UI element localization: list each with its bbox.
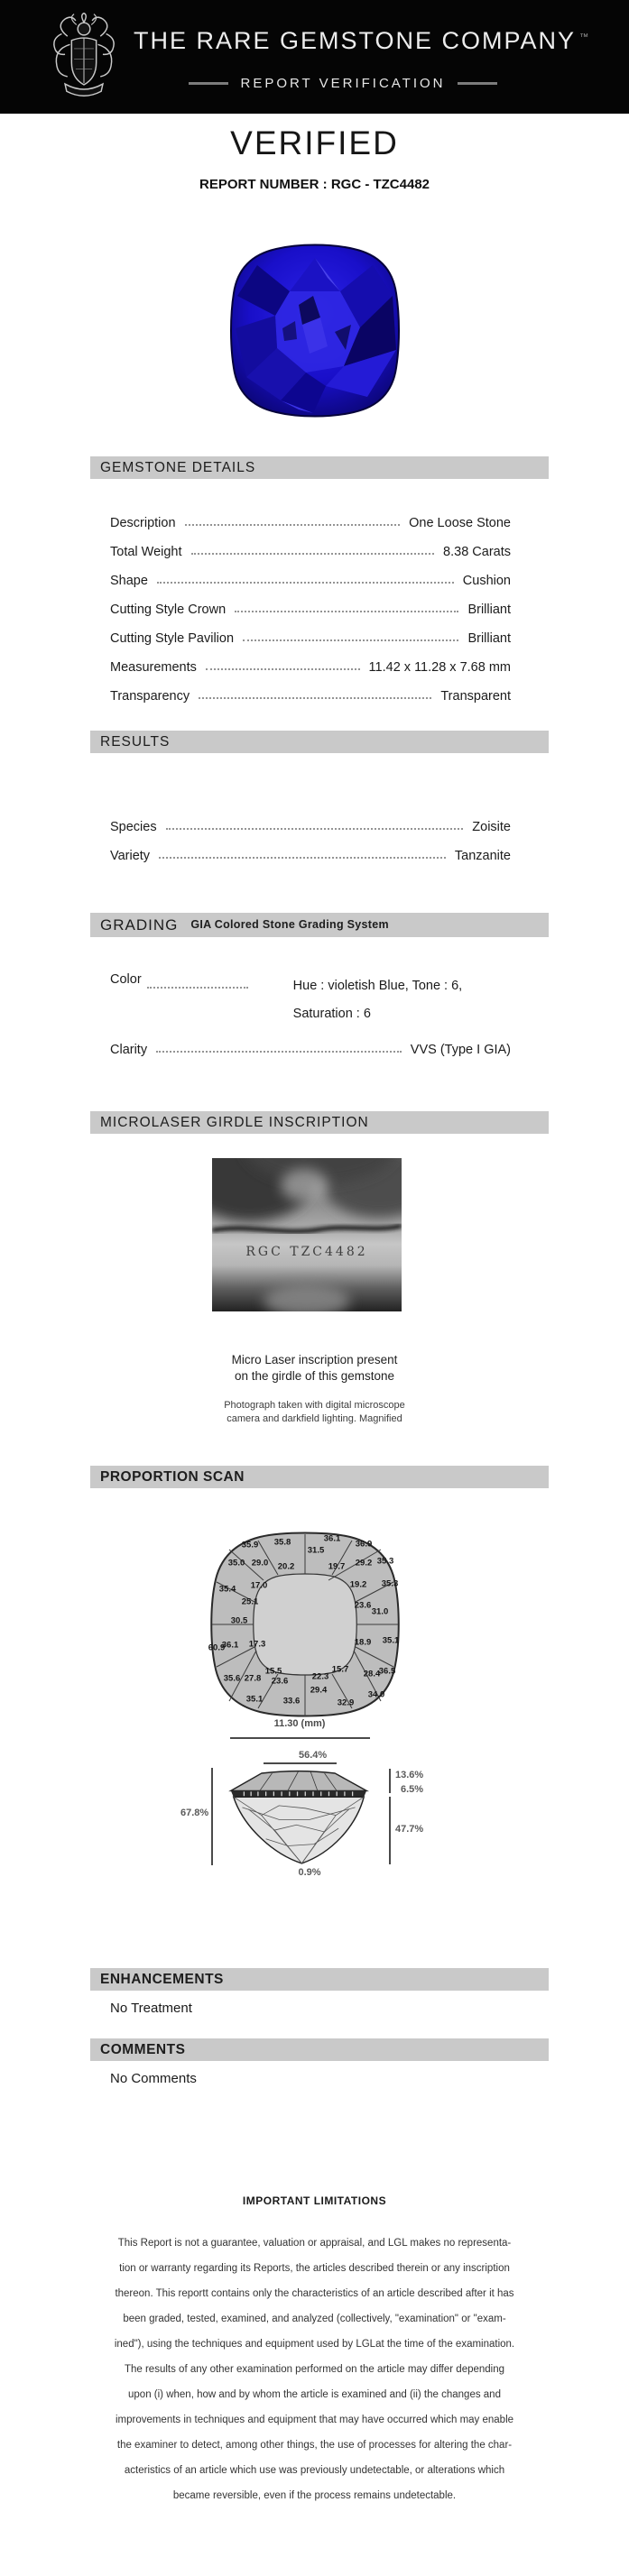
result-value: Tanzanite (454, 849, 511, 863)
detail-value: Transparent (440, 689, 511, 704)
inscription-text: RGC TZC4482 (245, 1245, 368, 1259)
facet-angle-label: 17.0 (250, 1580, 268, 1591)
facet-angle-label: 31.0 (371, 1606, 389, 1617)
crown-percent-label: 13.6% (395, 1770, 424, 1780)
facet-angle-label: 36.5 (378, 1666, 396, 1677)
limitations-line: upon (i) when, how and by whom the article is examined and (ii) the changes and (128, 2389, 501, 2400)
detail-value: Brilliant (467, 631, 511, 646)
detail-value: 8.38 Carats (443, 545, 511, 559)
grading-rows (110, 972, 511, 1057)
inscription-note-line2: camera and darkfield lighting. Magnified (227, 1413, 402, 1424)
limitations-line: improvements in techniques and equipment that may have occurred which may enable (115, 2415, 514, 2425)
inscription-caption (0, 1352, 629, 1385)
detail-row (110, 530, 511, 559)
report-number: REPORT NUMBER : RGC - TZC4482 (199, 177, 430, 192)
detail-value: 11.42 x 11.28 x 7.68 mm (368, 660, 511, 675)
limitations-line: tion or warranty regarding its Reports, the articles described therein or any inscription (119, 2263, 510, 2274)
girdle-inscription-photo (212, 1158, 402, 1311)
facet-angle-label: 15.7 (331, 1664, 349, 1675)
facet-angle-label: 35.9 (241, 1540, 259, 1550)
pavilion-dimension-line (389, 1797, 391, 1864)
detail-label: Transparency (110, 689, 190, 704)
facet-angle-label: 19.7 (328, 1561, 346, 1572)
color-value-line2: Saturation : 6 (292, 1007, 371, 1021)
dotted-leader (147, 987, 248, 989)
facet-angle-label: 36.1 (221, 1640, 239, 1651)
limitations-title: IMPORTANT LIMITATIONS (242, 2194, 387, 2207)
limitations-line: been graded, tested, examined, and analyzed (collectively, "examination" or "exam- (123, 2314, 506, 2324)
dotted-leader (157, 582, 454, 584)
detail-value: One Loose Stone (409, 516, 511, 530)
dotted-leader (206, 668, 360, 670)
grading-subtitle: GIA Colored Stone Grading System (190, 918, 389, 931)
report-verification-banner (117, 76, 569, 91)
dotted-leader (243, 639, 458, 641)
gemstone-details-rows (110, 501, 511, 704)
scale-line (230, 1737, 370, 1739)
detail-row (110, 559, 511, 588)
enhancements-value: No Treatment (110, 2001, 192, 2016)
facet-angle-label: 29.4 (310, 1685, 328, 1696)
detail-label: Cutting Style Crown (110, 603, 227, 617)
detail-label: Measurements (110, 660, 197, 675)
color-value (293, 972, 463, 1028)
limitations-line: The results of any other examination performed on the article may differ depending (124, 2364, 505, 2375)
facet-angle-label: 23.6 (271, 1676, 289, 1687)
results-rows (110, 805, 511, 863)
dotted-leader (156, 1051, 402, 1053)
proportion-top-view (206, 1530, 404, 1721)
facet-angle-label: 20.2 (277, 1561, 295, 1572)
clarity-value: VVS (Type I GIA) (410, 1043, 511, 1057)
section-enhancements: ENHANCEMENTS (90, 1968, 549, 1991)
dotted-leader (185, 524, 401, 526)
color-label: Color (110, 972, 142, 987)
facet-angle-label: 29.0 (251, 1558, 269, 1569)
facet-angle-label: 15.5 (264, 1666, 282, 1677)
facet-angle-label: 34.0 (367, 1689, 385, 1700)
facet-angle-label: 35.4 (218, 1584, 236, 1595)
facet-angle-label: 35.1 (382, 1635, 400, 1646)
limitations-line: ined"), using the techniques and equipment used by LGLat the time of the examination. (114, 2339, 515, 2350)
limitations-line: This Report is not a guarantee, valuation or appraisal, and LGL makes no representa- (117, 2238, 512, 2249)
facet-angle-label: 35.6 (223, 1673, 241, 1684)
section-grading (90, 913, 549, 937)
facet-angle-label: 35.0 (227, 1558, 245, 1569)
detail-label: Shape (110, 574, 148, 588)
depth-percent-label: 67.8% (180, 1808, 209, 1818)
table-dimension-line (264, 1762, 337, 1764)
facet-angle-label: 27.8 (244, 1673, 262, 1684)
facet-angle-label: 32.9 (337, 1697, 355, 1708)
detail-label: Description (110, 516, 176, 530)
verified-status: VERIFIED (230, 124, 399, 161)
dotted-leader (235, 611, 458, 612)
detail-value: Brilliant (467, 603, 511, 617)
detail-row (110, 617, 511, 646)
section-gemstone-details: GEMSTONE DETAILS (90, 456, 549, 479)
facet-angle-label: 35.8 (273, 1537, 291, 1548)
side-view-diagram (227, 1766, 371, 1869)
facet-angle-label: 35.3 (376, 1556, 394, 1567)
detail-label: Cutting Style Pavilion (110, 631, 235, 646)
color-value-line1: Hue : violetish Blue, Tone : 6, (292, 979, 463, 993)
facet-angle-label: 35.1 (245, 1694, 264, 1705)
facet-angle-label: 19.2 (349, 1579, 367, 1590)
facet-angle-label: 17.3 (248, 1639, 266, 1650)
detail-label: Total Weight (110, 545, 182, 559)
inscription-note (0, 1399, 629, 1426)
facet-angle-label: 36.1 (323, 1533, 341, 1544)
report-verification-label: REPORT VERIFICATION (240, 76, 446, 91)
inscription-caption-line1: Micro Laser inscription present (231, 1353, 398, 1366)
clarity-label: Clarity (110, 1043, 148, 1057)
comments-value: No Comments (110, 2071, 197, 2086)
inscription-note-line1: Photograph taken with digital microscope (224, 1400, 405, 1411)
limitations-paragraph (61, 2231, 568, 2508)
facet-angle-label: 31.5 (307, 1545, 325, 1556)
section-comments: COMMENTS (90, 2038, 549, 2061)
facet-angle-label: 30.5 (230, 1615, 248, 1626)
facet-angle-label: 22.3 (311, 1671, 329, 1682)
facet-angle-label: 28.4 (363, 1669, 381, 1679)
result-label: Variety (110, 849, 151, 863)
facet-angle-label: 35.3 (381, 1578, 399, 1589)
facet-angle-label: 25.1 (241, 1596, 259, 1607)
facet-angle-label: 60.9 (208, 1642, 226, 1653)
facet-angle-label: 29.2 (355, 1558, 373, 1569)
dotted-leader (199, 697, 431, 699)
inscription-caption-line2: on the girdle of this gemstone (234, 1369, 395, 1383)
result-label: Species (110, 820, 157, 834)
result-row (110, 805, 511, 834)
detail-row (110, 646, 511, 675)
detail-row (110, 501, 511, 530)
company-crest-logo (47, 9, 121, 105)
company-name: THE RARE GEMSTONE COMPANY ™ (134, 27, 591, 54)
right-rule (458, 82, 497, 85)
depth-dimension-line (211, 1768, 213, 1865)
section-microlaser-inscription: MICROLASER GIRDLE INSCRIPTION (90, 1111, 549, 1134)
facet-angle-label: 23.6 (354, 1600, 372, 1611)
pavilion-percent-label: 47.7% (395, 1824, 424, 1835)
limitations-line: thereon. This reportt contains only the characteristics of an article described after it has (115, 2288, 514, 2299)
culet-percent-label: 0.9% (298, 1867, 321, 1878)
section-results: RESULTS (90, 731, 549, 753)
result-row (110, 834, 511, 863)
facet-angle-label: 18.9 (354, 1637, 372, 1648)
detail-row (110, 675, 511, 704)
limitations-line: became reversible, even if the process remains undetectable. (172, 2490, 457, 2501)
limitations-line: acteristics of an article which use was previously undetectable, or alterations which (124, 2465, 505, 2476)
detail-row (110, 588, 511, 617)
clarity-row (110, 1028, 511, 1057)
section-proportion-scan: PROPORTION SCAN (90, 1466, 549, 1488)
crown-dimension-line (389, 1769, 391, 1793)
scale-measure (180, 1718, 451, 1745)
table-percent-label: 56.4% (299, 1750, 328, 1761)
gemstone-photo (227, 242, 403, 419)
facet-angle-label: 33.6 (282, 1696, 301, 1707)
limitations-line: the examiner to detect, among other things, the use of processes for altering the char- (116, 2440, 513, 2451)
scale-label: 11.30 (mm) (273, 1718, 326, 1729)
dotted-leader (166, 828, 464, 830)
dotted-leader (191, 553, 435, 555)
color-row (110, 972, 511, 1028)
header (0, 0, 629, 114)
left-rule (189, 82, 228, 85)
dotted-leader (159, 857, 446, 859)
grading-title: GRADING (100, 916, 179, 934)
detail-value: Cushion (462, 574, 511, 588)
proportion-side-view (180, 1750, 451, 1885)
girdle-percent-label: 6.5% (401, 1784, 424, 1795)
result-value: Zoisite (472, 820, 511, 834)
facet-angle-label: 36.9 (355, 1539, 373, 1550)
trademark-symbol: ™ (579, 32, 591, 42)
